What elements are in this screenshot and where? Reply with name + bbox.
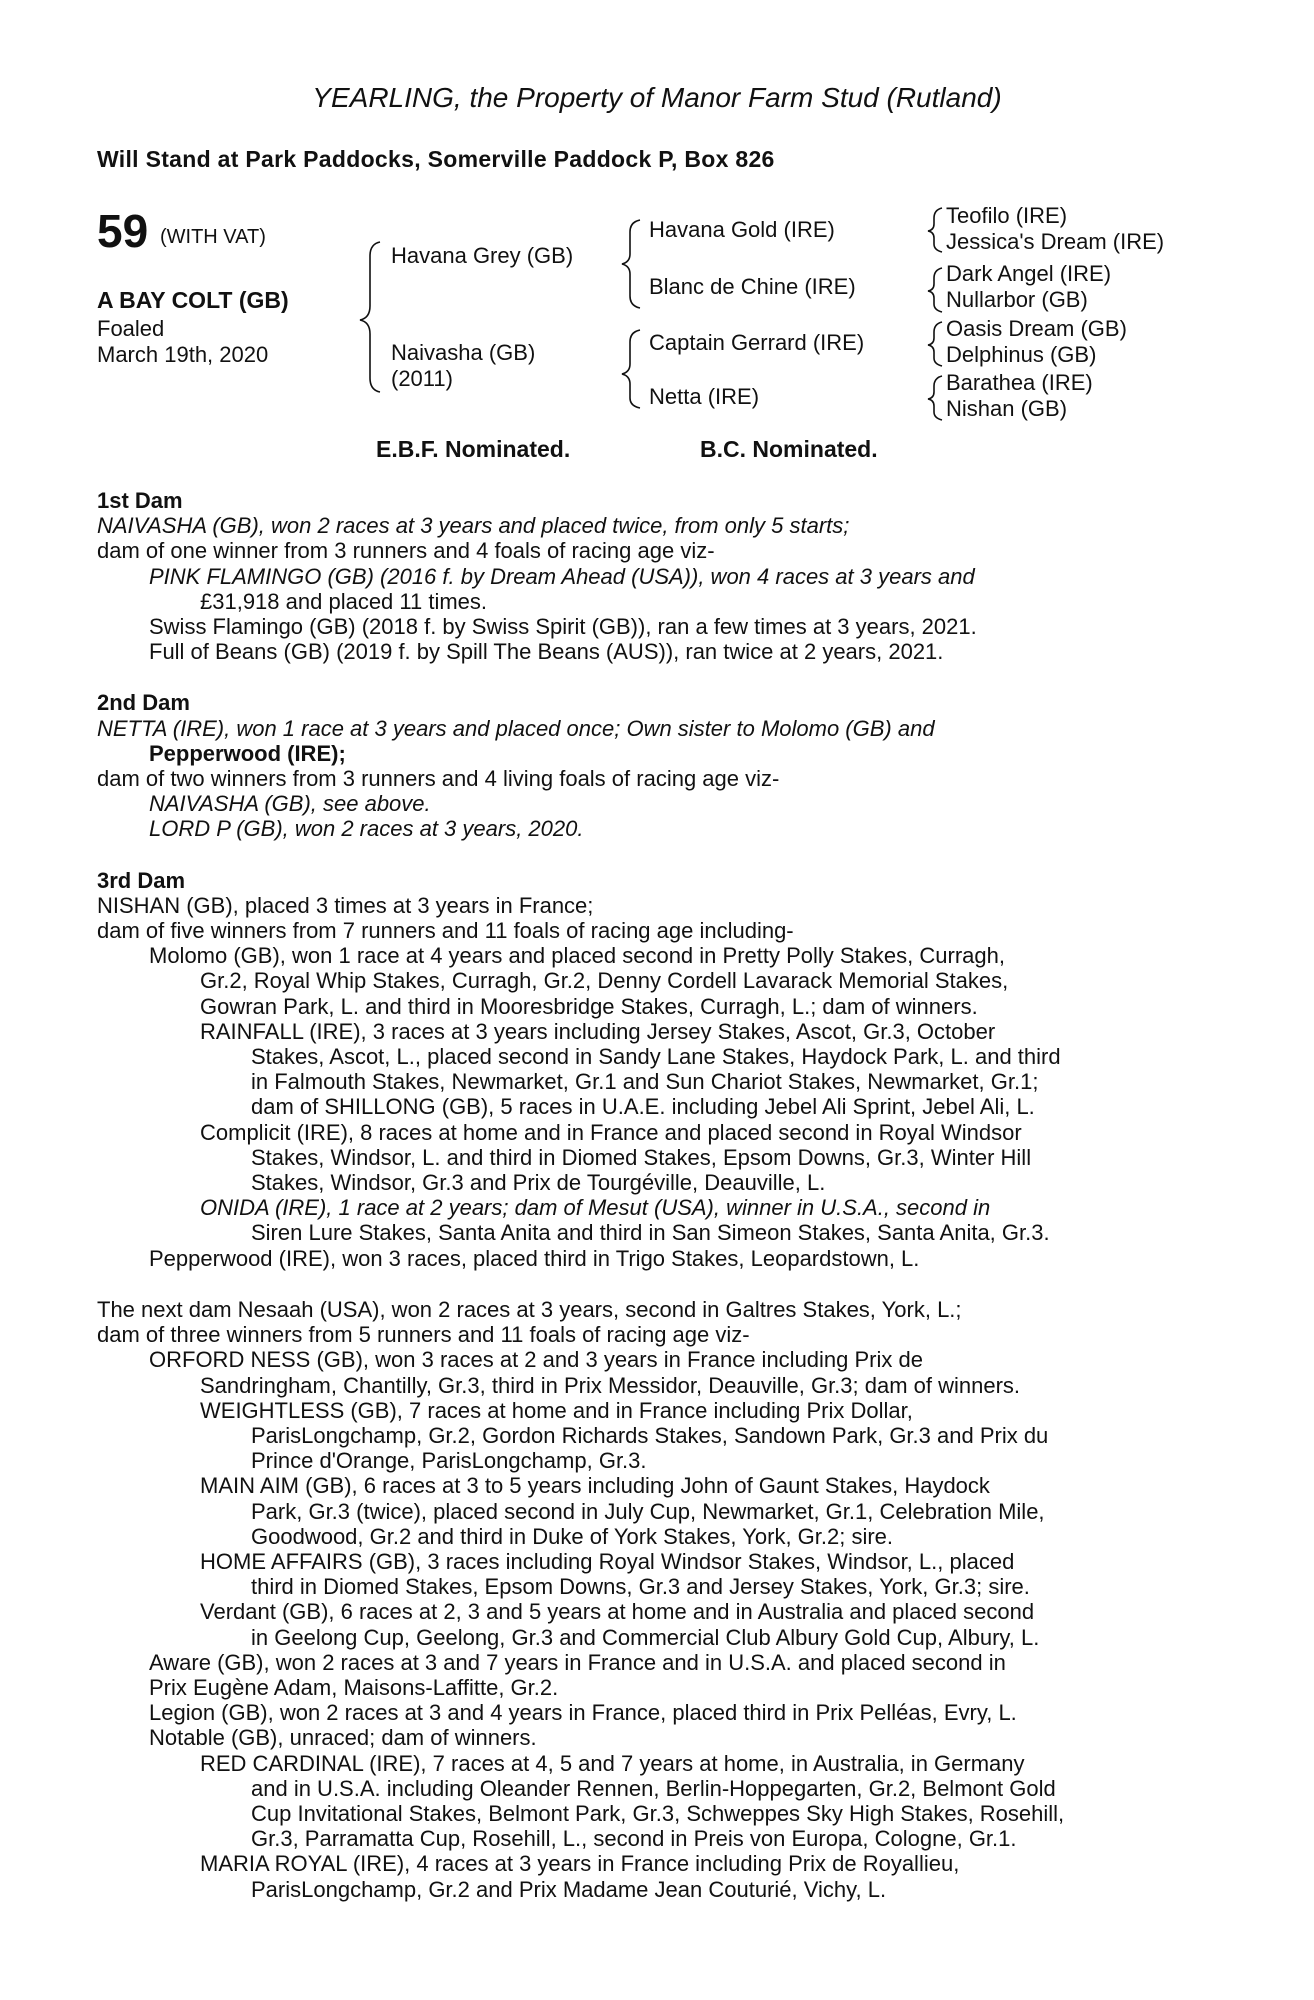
third-dam-line: Stakes, Windsor, L. and third in Diomed Stakes, Epsom Downs, Gr.3, Winter Hill [251,1144,1032,1170]
first-dam-line: Swiss Flamingo (GB) (2018 f. by Swiss Spirit (GB)), ran a few times at 3 years, 2021. [149,614,977,640]
third-dam-line: RAINFALL (IRE), 3 races at 3 years including Jersey Stakes, Ascot, Gr.3, October [200,1018,996,1044]
next-dam-line: in Geelong Cup, Geelong, Gr.3 and Commercial Club Albury Gold Cup, Albury, L. [251,1624,1040,1650]
third-dam-line: in Falmouth Stakes, Newmarket, Gr.1 and Sun Chariot Stakes, Newmarket, Gr.1; [251,1069,1039,1095]
next-dam-line: Notable (GB), unraced; dam of winners. [149,1725,537,1751]
next-dam-line: MAIN AIM (GB), 6 races at 3 to 5 years including John of Gaunt Stakes, Haydock [200,1473,990,1499]
third-dam-line: dam of five winners from 7 runners and 11 foals of racing age including- [97,918,794,944]
catalogue-body [97,488,1197,1902]
third-dam-line: Gowran Park, L. and third in Mooresbridge Stakes, Curragh, L.; dam of winners. [200,993,978,1019]
pedigree-dam-year: (2011) [391,366,453,391]
third-dam-line: ONIDA (IRE), 1 race at 2 years; dam of Mesut (USA), winner in U.S.A., second in [200,1195,991,1221]
first-dam-line: dam of one winner from 3 runners and 4 foals of racing age viz- [97,538,715,564]
vat-label: (WITH VAT) [160,226,266,248]
next-dam-line: third in Diomed Stakes, Epsom Downs, Gr.3 and Jersey Stakes, York, Gr.3; sire. [251,1574,1030,1600]
foaled-label: Foaled [97,316,165,341]
next-dam-line: Verdant (GB), 6 races at 2, 3 and 5 years at home and in Australia and placed second [200,1599,1035,1625]
second-dam-heading: 2nd Dam [97,690,190,716]
first-dam-line: PINK FLAMINGO (GB) (2016 f. by Dream Ahead (USA)), won 4 races at 3 years and [149,563,975,589]
next-dam-line: WEIGHTLESS (GB), 7 races at home and in France including Prix Dollar, [200,1397,913,1423]
third-dam-line: Stakes, Windsor, Gr.3 and Prix de Tourgéville, Deauville, L. [251,1170,826,1196]
next-dam-line: Gr.3, Parramatta Cup, Rosehill, L., second in Preis von Europa, Cologne, Gr.1. [251,1826,1017,1852]
next-dam-line: HOME AFFAIRS (GB), 3 races including Royal Windsor Stakes, Windsor, L., placed [200,1548,1015,1574]
pedigree-sire: Havana Grey (GB) [391,243,574,268]
next-dam-line: Cup Invitational Stakes, Belmont Park, Gr.3, Schweppes Sky High Stakes, Rosehill, [251,1800,1065,1826]
first-dam-line: Full of Beans (GB) (2019 f. by Spill The Beans (AUS)), ran twice at 2 years, 2021. [149,639,944,665]
third-dam-line: Siren Lure Stakes, Santa Anita and third in San Simeon Stakes, Santa Anita, Gr.3. [251,1220,1050,1246]
next-dam-line: Prix Eugène Adam, Maisons-Laffitte, Gr.2. [149,1674,559,1700]
third-dam-line: dam of SHILLONG (GB), 5 races in U.A.E. including Jebel Ali Sprint, Jebel Ali, L. [251,1094,1035,1120]
next-dam-line: ORFORD NESS (GB), won 3 races at 2 and 3 years in France including Prix de [149,1347,923,1373]
pedigree-gen4-6: Delphinus (GB) [946,342,1097,367]
next-dam-line: Legion (GB), won 2 races at 3 and 4 years in France, placed third in Prix Pelléas, Evry, L. [149,1700,1017,1726]
pedigree-gen4-5: Oasis Dream (GB) [946,316,1127,341]
next-dam-line: Sandringham, Chantilly, Gr.3, third in Prix Messidor, Deauville, Gr.3; dam of winners. [200,1372,1021,1398]
page-title: YEARLING, the Property of Manor Farm Stud (Rutland) [312,82,1002,113]
stand-location: Will Stand at Park Paddocks, Somerville Paddock P, Box 826 [97,146,775,172]
next-dam-line: RED CARDINAL (IRE), 7 races at 4, 5 and 7 years at home, in Australia, in Germany [200,1750,1025,1776]
third-dam-line: Stakes, Ascot, L., placed second in Sandy Lane Stakes, Haydock Park, L. and third [251,1044,1061,1070]
first-dam-line: £31,918 and placed 11 times. [200,588,488,614]
pedigree-dam-sire: Captain Gerrard (IRE) [649,330,865,355]
third-dam-heading: 3rd Dam [97,867,186,893]
first-dam-line: NAIVASHA (GB), won 2 races at 3 years and placed twice, from only 5 starts; [97,513,850,539]
second-dam-line: Pepperwood (IRE); [149,740,346,766]
next-dam-line: Aware (GB), won 2 races at 3 and 7 years in France and in U.S.A. and placed second in [149,1649,1006,1675]
next-dam-line: The next dam Nesaah (USA), won 2 races at 3 years, second in Galtres Stakes, York, L.; [97,1296,962,1322]
first-dam-heading: 1st Dam [97,488,183,513]
pedigree-gen4-8: Nishan (GB) [946,396,1068,421]
third-dam-line: Gr.2, Royal Whip Stakes, Curragh, Gr.2, Denny Cordell Lavarack Memorial Stakes, [200,968,1009,994]
pedigree-sire-sire: Havana Gold (IRE) [649,217,835,242]
pedigree-dam: Naivasha (GB) [391,340,536,365]
pedigree-dam-dam: Netta (IRE) [649,384,760,409]
pedigree-gen4-7: Barathea (IRE) [946,370,1093,395]
next-dam-line: Goodwood, Gr.2 and third in Duke of York Stakes, York, Gr.2; sire. [251,1523,894,1549]
lot-number: 59 [97,205,149,257]
next-dam-line: and in U.S.A. including Oleander Rennen, Berlin-Hoppegarten, Gr.2, Belmont Gold [251,1775,1056,1801]
pedigree-gen4-4: Nullarbor (GB) [946,287,1088,312]
pedigree-gen4-3: Dark Angel (IRE) [946,261,1112,286]
second-dam-line: dam of two winners from 3 runners and 4 living foals of racing age viz- [97,766,780,792]
second-dam-line: LORD P (GB), won 2 races at 3 years, 2020. [149,816,584,842]
bc-nomination: B.C. Nominated. [700,436,878,462]
next-dam-line: ParisLongchamp, Gr.2 and Prix Madame Jean Couturié, Vichy, L. [251,1876,887,1902]
pedigree-gen4-2: Jessica's Dream (IRE) [946,229,1165,254]
next-dam-line: ParisLongchamp, Gr.2, Gordon Richards Stakes, Sandown Park, Gr.3 and Prix du [251,1422,1049,1448]
next-dam-line: MARIA ROYAL (IRE), 4 races at 3 years in France including Prix de Royallieu, [200,1851,960,1877]
pedigree-gen4-1: Teofilo (IRE) [946,203,1068,228]
ebf-nomination: E.B.F. Nominated. [376,436,571,462]
third-dam-line: Complicit (IRE), 8 races at home and in France and placed second in Royal Windsor [200,1119,1022,1145]
next-dam-line: dam of three winners from 5 runners and 11 foals of racing age viz- [97,1322,750,1348]
foaled-date: March 19th, 2020 [97,342,269,367]
next-dam-line: Park, Gr.3 (twice), placed second in July Cup, Newmarket, Gr.1, Celebration Mile, [251,1498,1045,1524]
third-dam-line: NISHAN (GB), placed 3 times at 3 years in France; [97,892,594,918]
second-dam-line: NAIVASHA (GB), see above. [149,791,431,817]
next-dam-line: Prince d'Orange, ParisLongchamp, Gr.3. [251,1448,647,1474]
third-dam-line: Pepperwood (IRE), won 3 races, placed third in Trigo Stakes, Leopardstown, L. [149,1245,920,1271]
third-dam-line: Molomo (GB), won 1 race at 4 years and placed second in Pretty Polly Stakes, Curragh, [149,943,1005,969]
lot-description: A BAY COLT (GB) [97,287,289,313]
pedigree-sire-dam: Blanc de Chine (IRE) [649,274,856,299]
second-dam-line: NETTA (IRE), won 1 race at 3 years and placed once; Own sister to Molomo (GB) and [97,715,935,741]
